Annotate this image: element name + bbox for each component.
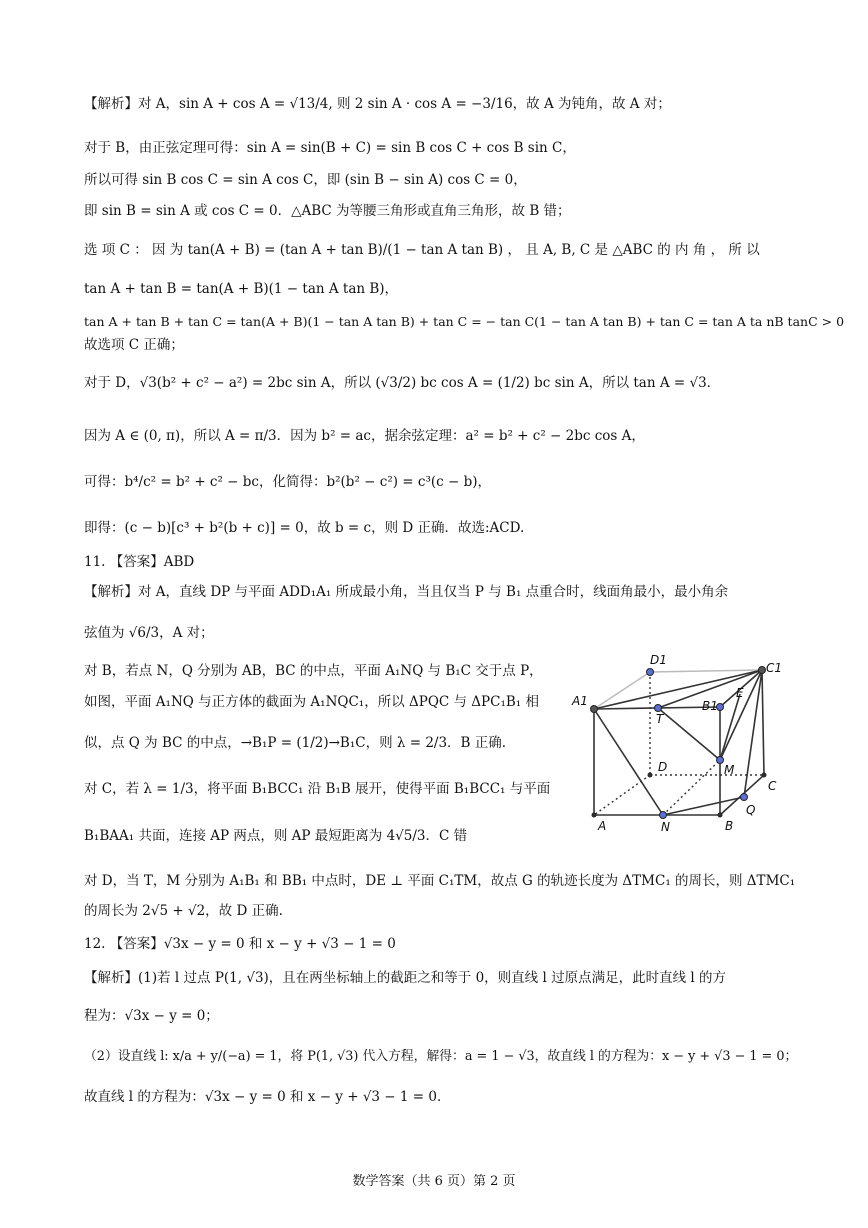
text-line: 如图，平面 A₁NQ 与正方体的截面为 A₁NQC₁，所以 ΔPQC 与 ΔPC₁B₁ 相 [84, 694, 539, 710]
text-line: 对 B，若点 N，Q 分别为 AB，BC 的中点，平面 A₁NQ 与 B₁C 交于点 P， [84, 663, 543, 679]
label-B1: B1 [702, 699, 718, 713]
section-heading: 11. 【答案】ABD [84, 554, 195, 570]
text-line: 即得：(c − b)[c³ + b²(b + c)] = 0，故 b = c，则 D 正确．故选:ACD. [84, 520, 525, 536]
text-line: 故直线 l 的方程为：√3x − y = 0 和 x − y + √3 − 1 = 0． [84, 1089, 451, 1105]
text-line: 对 D，当 T，M 分别为 A₁B₁ 和 BB₁ 中点时，DE ⊥ 平面 C₁TM，故点 G 的轨迹长度为 ΔTMC₁ 的周长，则 ΔTMC₁ [84, 873, 796, 889]
section-heading: 12. 【答案】√3x − y = 0 和 x − y + √3 − 1 = 0 [84, 936, 396, 952]
text-line: 似，点 Q 为 BC 的中点，→B₁P = (1/2)→B₁C，则 λ = 2/3．B 正确. [84, 735, 507, 751]
label-A: A [598, 819, 607, 833]
text-line: 对于 B，由正弦定理可得：sin A = sin(B + C) = sin B cos C + cos B sin C， [84, 140, 576, 156]
text-line: 因为 A ∈ (0, π)，所以 A = π/3．因为 b² = ac，据余弦定理：a² = b² + c² − 2bc cos A， [84, 428, 645, 444]
label-C1: C1 [766, 661, 783, 675]
text-line: 即 sin B = sin A 或 cos C = 0．△ABC 为等腰三角形或直角三角形，故 B 错； [84, 203, 571, 219]
label-E: E [736, 686, 744, 700]
text-line: 故选项 C 正确； [84, 337, 184, 353]
text-line: 弦值为 √6/3，A 对； [84, 625, 214, 641]
text-line: 选 项 C ： 因 为 tan(A + B) = (tan A + tan B)/(1 − tan A tan B) ， 且 A, B, C 是 △ABC 的 内 角 ， 所 以 [84, 242, 760, 258]
text-line: tan A + tan B = tan(A + B)(1 − tan A tan B)， [84, 281, 399, 297]
label-D1: D1 [650, 653, 667, 667]
text-line: （2）设直线 l: x/a + y/(−a) = 1，将 P(1, √3) 代入方程，解得：a = 1 − √3，故直线 l 的方程为：x − y + √3 − 1 = 0； [84, 1049, 798, 1064]
label-B: B [725, 819, 734, 833]
page-footer: 数学答案（共 6 页）第 2 页 [352, 1174, 516, 1189]
label-Q: Q [746, 803, 756, 817]
text-line: B₁BAA₁ 共面，连接 AP 两点，则 AP 最短距离为 4√5/3．C 错 [84, 828, 468, 844]
text-line: 程为：√3x − y = 0； [84, 1008, 219, 1024]
text-line: 对于 D，√3(b² + c² − a²) = 2bc sin A，所以 (√3/2) bc cos A = (1/2) bc sin A，所以 tan A = √3． [84, 375, 721, 391]
text-line: 【解析】对 A，sin A + cos A = √13/4, 则 2 sin A · cos A = −3/16，故 A 为钝角，故 A 对； [84, 96, 671, 112]
text-line: 可得：b⁴/c² = b² + c² − bc，化简得：b²(b² − c²) = c³(c − b)， [84, 474, 491, 490]
label-D: D [658, 760, 668, 774]
text-line: tan A + tan B + tan C = tan(A + B)(1 − tan A tan B) + tan C = − tan C(1 − tan A tan B) + tan C = tan A ta nB tanC > 0 [84, 314, 845, 329]
text-line: 所以可得 sin B cos C = sin A cos C，即 (sin B − sin A) cos C = 0， [84, 172, 527, 188]
cube-figure [570, 650, 790, 840]
label-N: N [661, 820, 670, 834]
text-line: 【解析】(1)若 l 过点 P(1, √3)，且在两坐标轴上的截距之和等于 0，则直线 l 过原点满足，此时直线 l 的方 [84, 970, 726, 986]
label-M: M [724, 763, 735, 777]
text-line: 【解析】对 A，直线 DP 与平面 ADD₁A₁ 所成最小角，当且仅当 P 与 B₁ 点重合时，线面角最小，最小角余 [84, 584, 729, 600]
label-A1: A1 [572, 694, 588, 708]
text-line: 的周长为 2√5 + √2，故 D 正确. [84, 903, 283, 919]
label-C: C [768, 779, 777, 793]
label-T: T [656, 712, 664, 726]
text-line: 对 C，若 λ = 1/3，将平面 B₁BCC₁ 沿 B₁B 展开，使得平面 B₁BCC₁ 与平面 [84, 781, 551, 797]
